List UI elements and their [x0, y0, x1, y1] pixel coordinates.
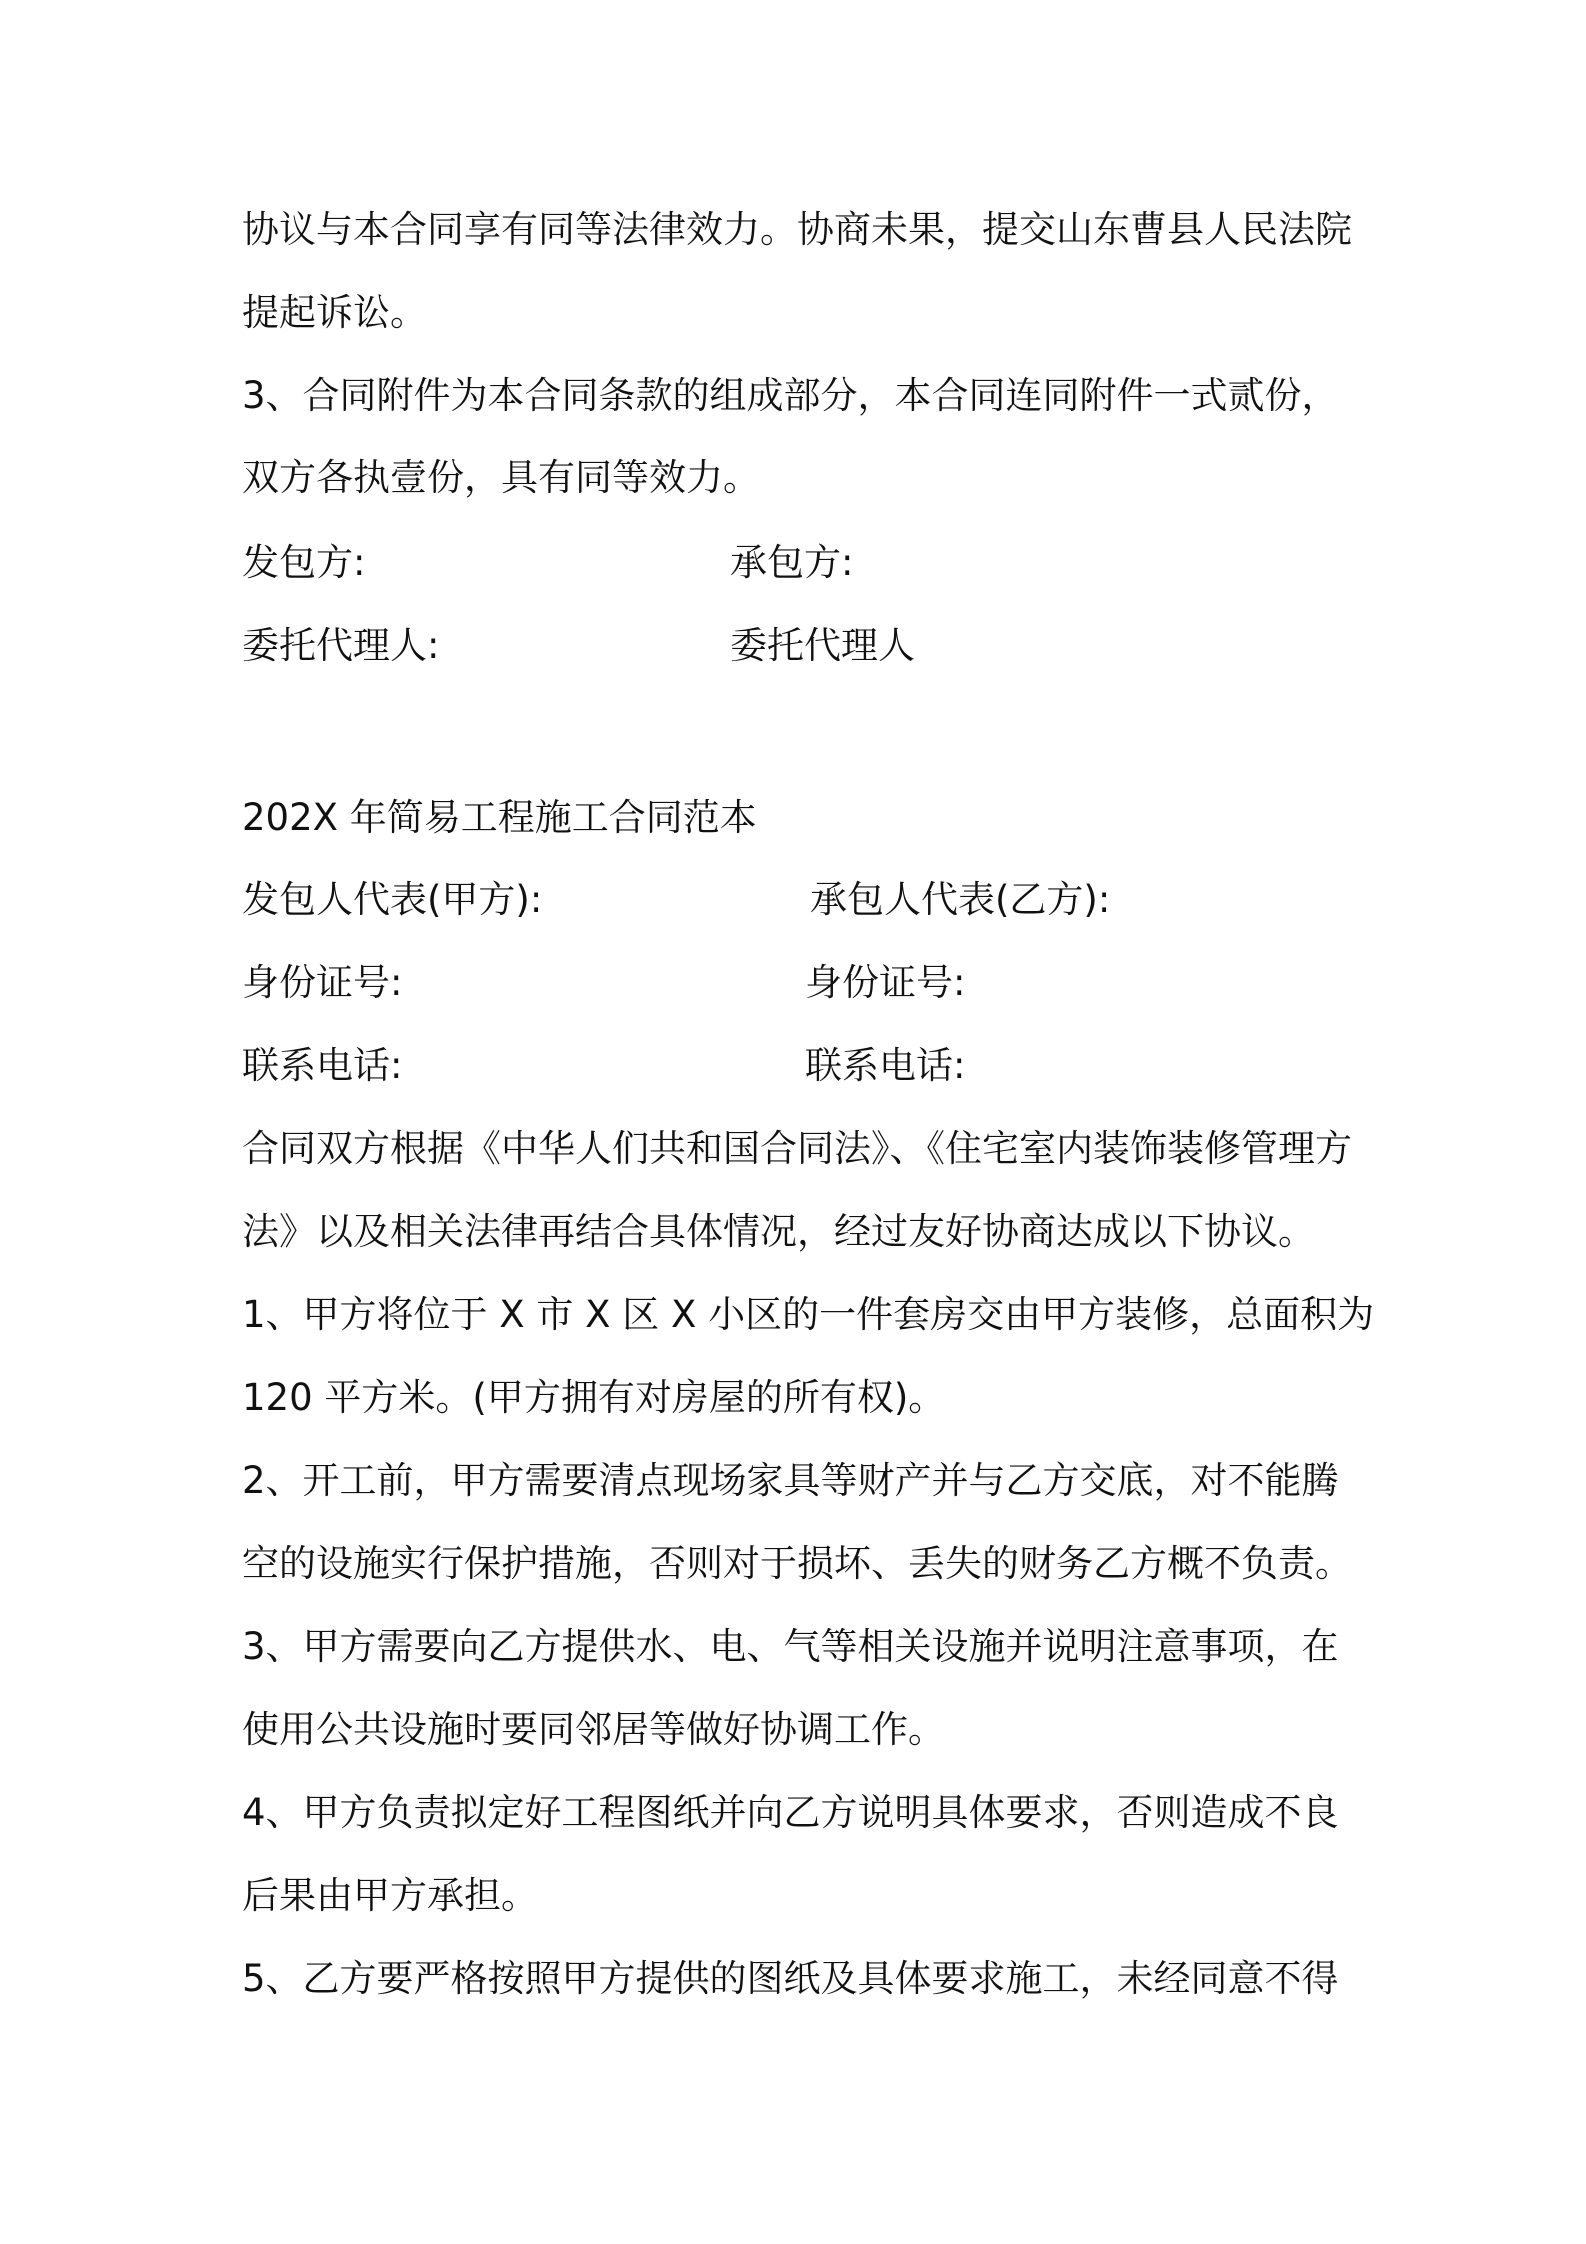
preamble-line-1: 合同双方根据《中华人们共和国合同法》、《住宅室内装饰装修管理方 [242, 1127, 1352, 1170]
party-a-label: 发包人代表(甲方): [242, 878, 543, 921]
clause3-line-1: 3、甲方需要向乙方提供水、电、气等相关设施并说明注意事项，在 [242, 1625, 1339, 1668]
id-label-a: 身份证号: [242, 961, 403, 1004]
preamble-line-2: 法》以及相关法律再结合具体情况，经过友好协商达成以下协议。 [242, 1210, 1315, 1253]
prev-clause3-line-2: 双方各执壹份，具有同等效力。 [242, 456, 760, 499]
clause1-line-2: 120 平方米。(甲方拥有对房屋的所有权)。 [242, 1376, 946, 1419]
clause3-line-2: 使用公共设施时要同邻居等做好协调工作。 [242, 1708, 945, 1751]
id-label-b: 身份证号: [805, 961, 966, 1004]
clause1-line-1: 1、甲方将位于 X 市 X 区 X 小区的一件套房交由甲方装修，总面积为 [242, 1293, 1375, 1336]
contractor-label: 承包方: [730, 541, 854, 584]
phone-label-a: 联系电话: [242, 1044, 403, 1087]
continuation-line-2: 提起诉讼。 [242, 291, 427, 334]
prev-clause3-line-1: 3、合同附件为本合同条款的组成部分，本合同连同附件一式贰份， [242, 374, 1339, 417]
clause4-line-2: 后果由甲方承担。 [242, 1874, 538, 1917]
clause5-line-1: 5、乙方要严格按照甲方提供的图纸及具体要求施工，未经同意不得 [242, 1957, 1339, 2000]
clause2-line-2: 空的设施实行保护措施，否则对于损坏、丢失的财务乙方概不负责。 [242, 1542, 1352, 1585]
clause4-line-1: 4、甲方负责拟定好工程图纸并向乙方说明具体要求，否则造成不良 [242, 1791, 1339, 1834]
party-b-label: 承包人代表(乙方): [810, 878, 1111, 921]
continuation-line-1: 协议与本合同享有同等法律效力。协商未果，提交山东曹县人民法院 [242, 208, 1352, 251]
contractor-agent-label: 委托代理人 [730, 624, 915, 667]
clause2-line-1: 2、开工前，甲方需要清点现场家具等财产并与乙方交底，对不能腾 [242, 1459, 1339, 1502]
phone-label-b: 联系电话: [805, 1044, 966, 1087]
employer-agent-label: 委托代理人: [242, 624, 440, 667]
contract-title: 202X 年简易工程施工合同范本 [242, 796, 757, 839]
employer-label: 发包方: [242, 541, 366, 584]
